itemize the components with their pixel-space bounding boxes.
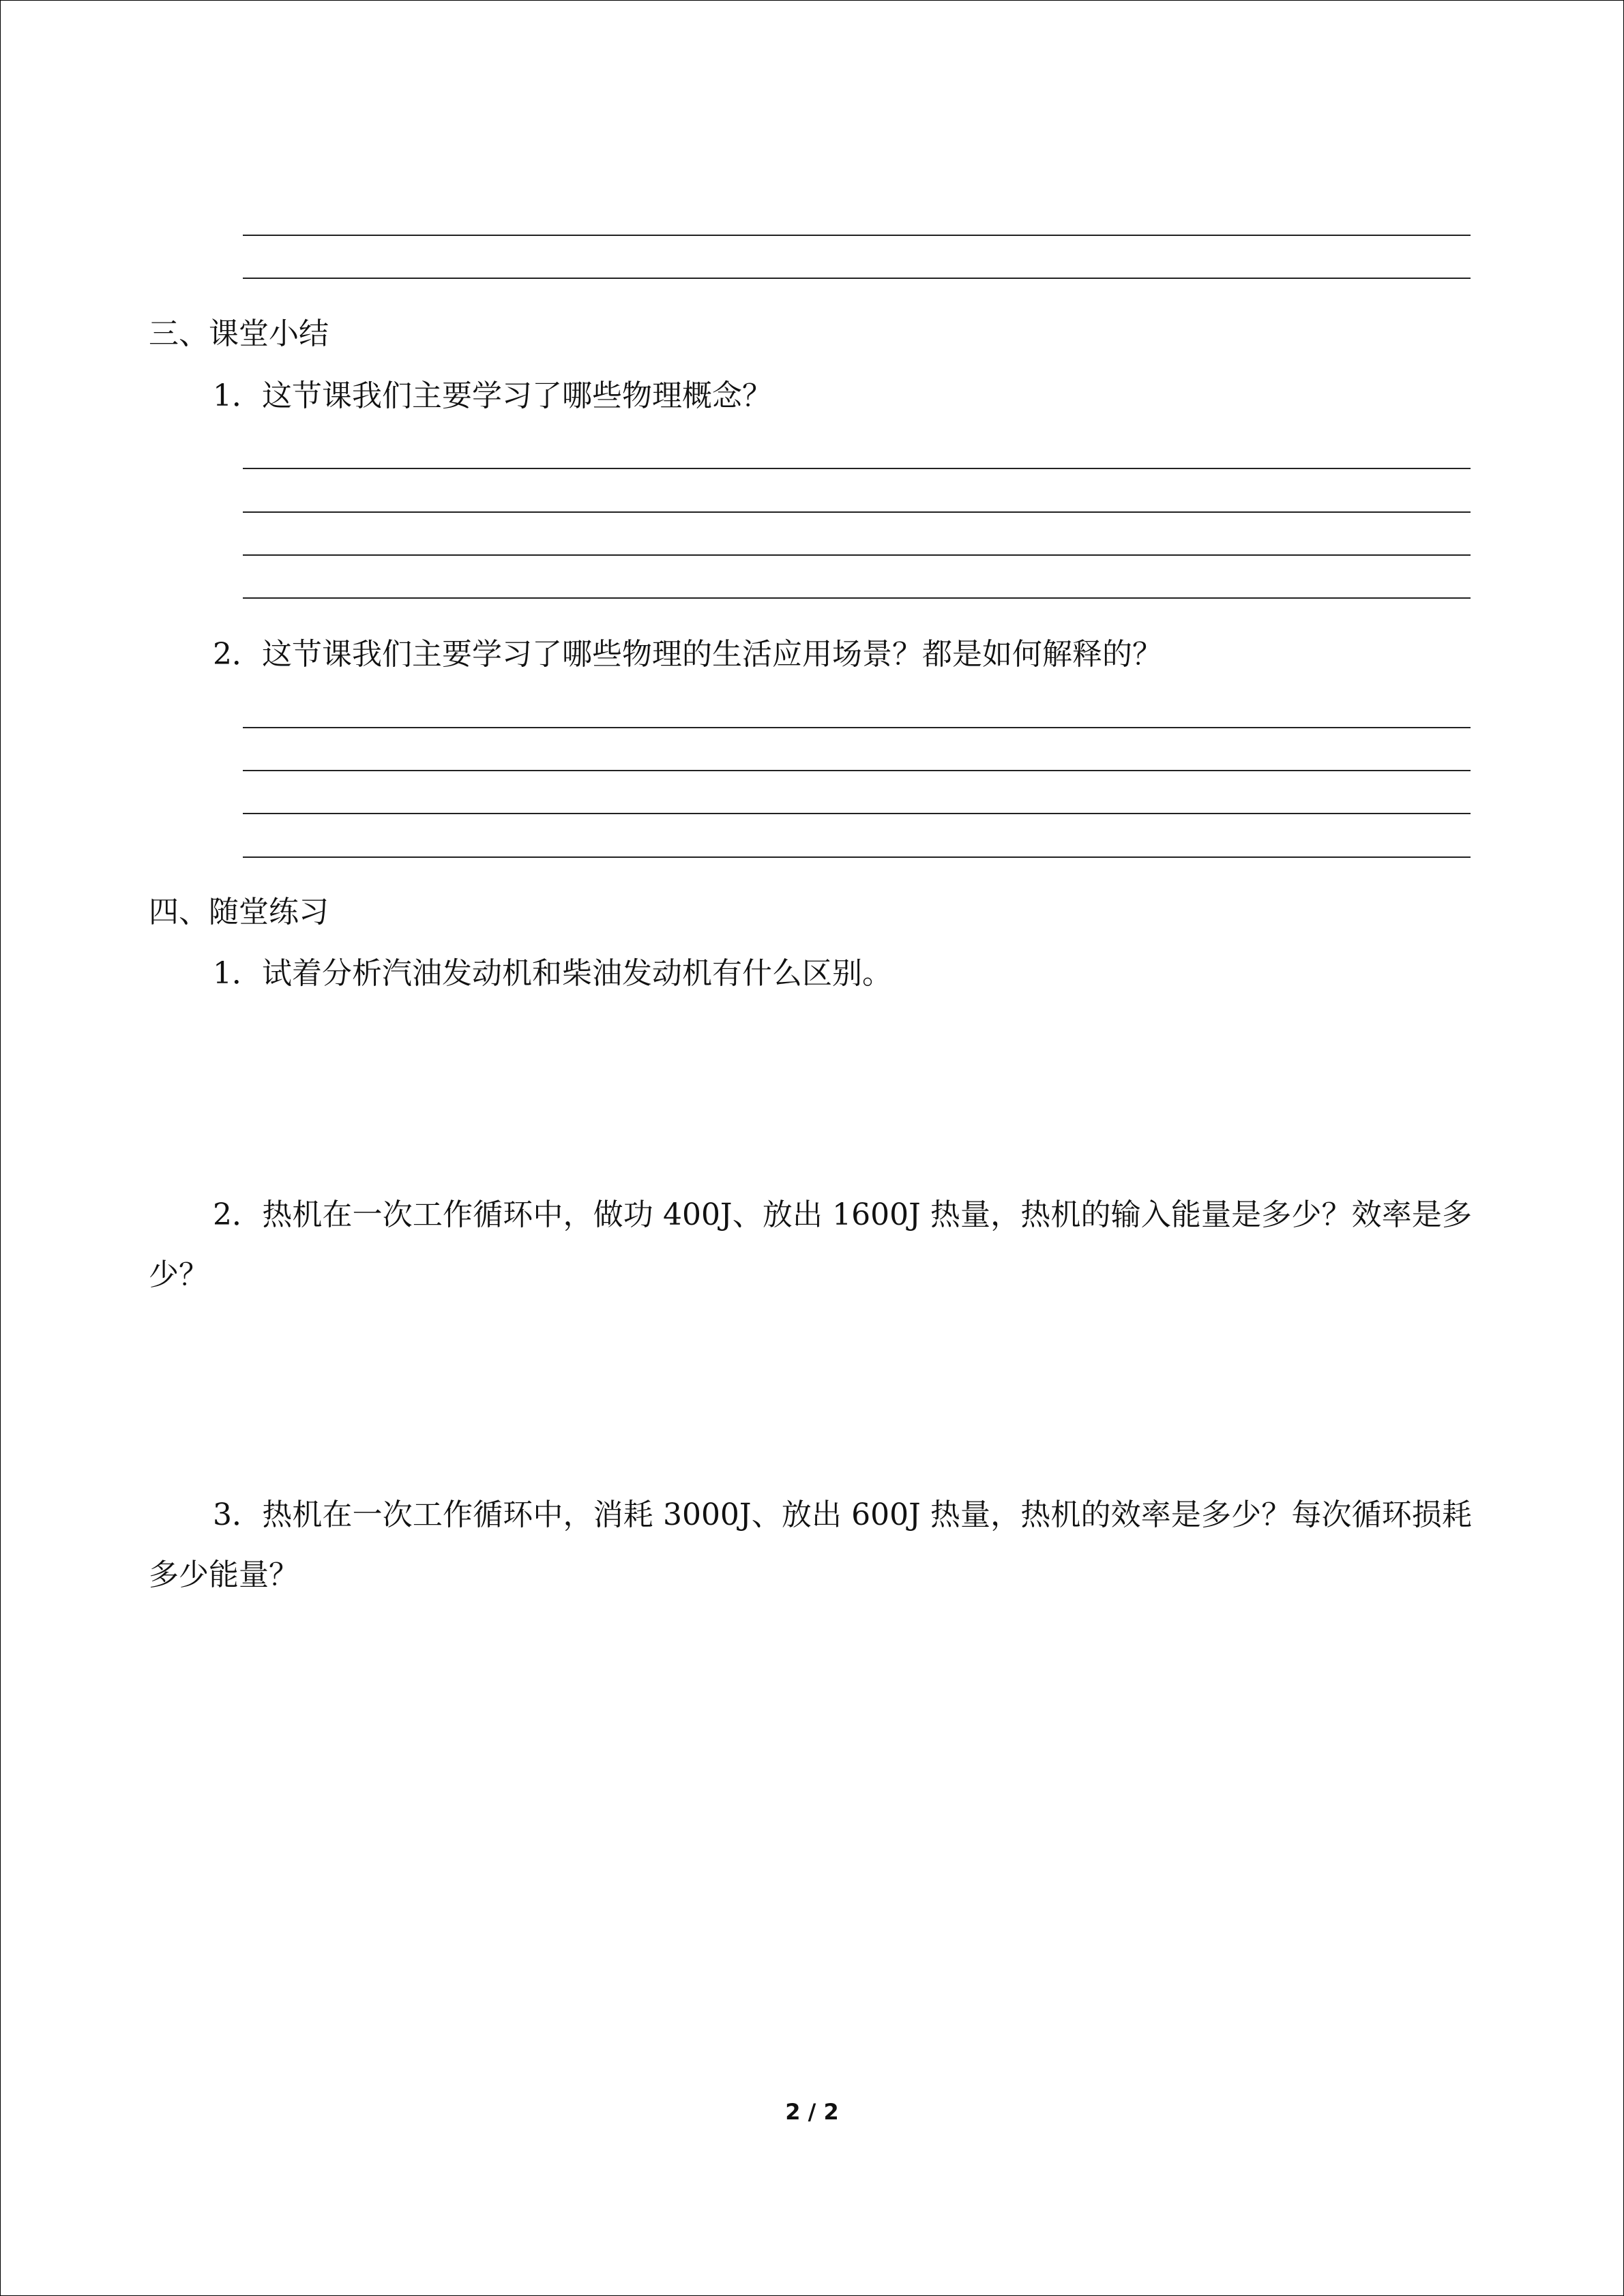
summary-question-1: 1．这节课我们主要学习了哪些物理概念？ bbox=[213, 378, 772, 413]
answer-line[interactable] bbox=[243, 468, 1471, 469]
answer-line[interactable] bbox=[243, 278, 1471, 279]
answer-line[interactable] bbox=[243, 554, 1471, 556]
practice-question-2: 2．热机在一次工作循环中，做功 400J、放出 1600J 热量，热机的输入能量是多少？效率是多少？ bbox=[149, 1197, 1472, 1292]
practice-question-3: 3．热机在一次工作循环中，消耗 3000J、放出 600J 热量，热机的效率是多少？每次循环损耗多少能量？ bbox=[149, 1497, 1472, 1592]
section-heading-summary: 三、课堂小结 bbox=[149, 316, 329, 351]
answer-line[interactable] bbox=[243, 597, 1471, 599]
answer-line[interactable] bbox=[243, 770, 1471, 771]
summary-question-2: 2．这节课我们主要学习了哪些物理的生活应用场景？都是如何解释的？ bbox=[213, 637, 1162, 672]
page-number: 2 / 2 bbox=[785, 2099, 839, 2125]
answer-line[interactable] bbox=[243, 511, 1471, 513]
answer-line[interactable] bbox=[243, 813, 1471, 814]
answer-line[interactable] bbox=[243, 235, 1471, 236]
section-heading-practice: 四、随堂练习 bbox=[149, 895, 329, 929]
practice-question-1: 1．试着分析汽油发动机和柴油发动机有什么区别。 bbox=[213, 956, 892, 991]
answer-line[interactable] bbox=[243, 727, 1471, 728]
answer-line[interactable] bbox=[243, 856, 1471, 858]
